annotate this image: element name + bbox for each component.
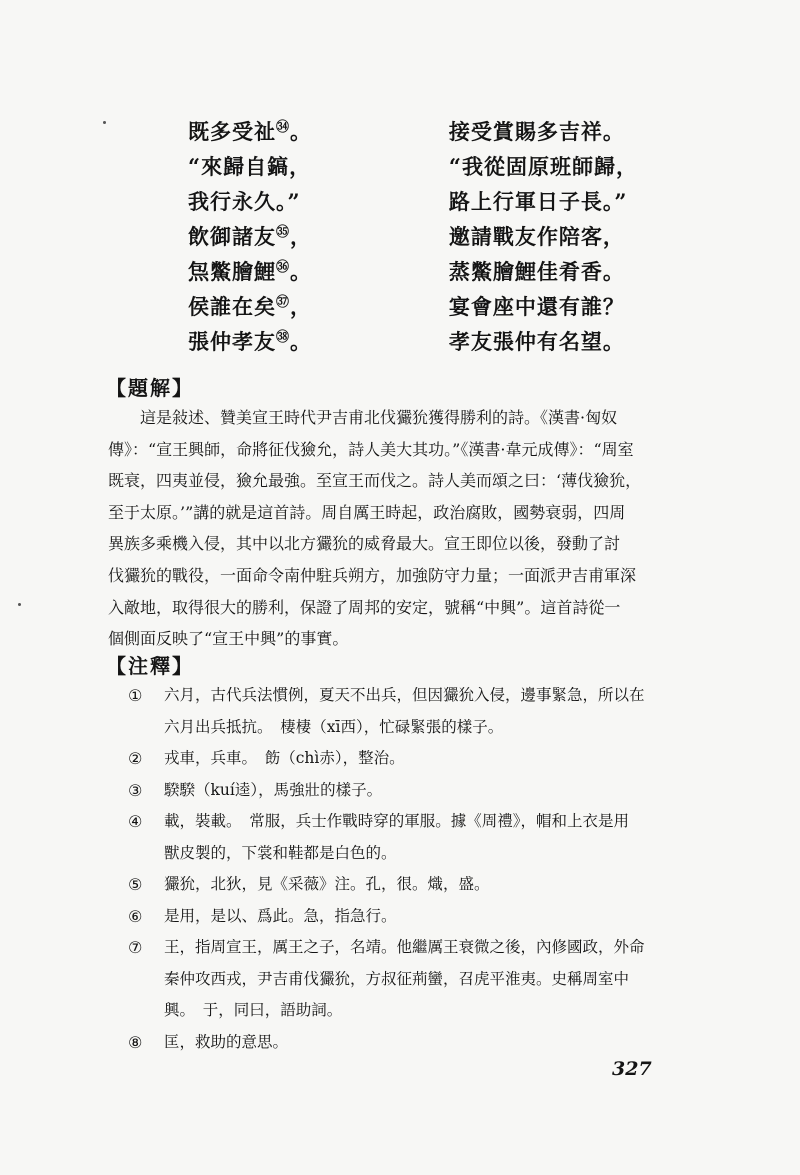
tijie-line: 傳》：“宣王興師，命將征伐獫允，詩人美大其功。”《漢書·韋元成傳》：“周室 [108,439,634,459]
note-number: ① [128,686,143,705]
note-text [164,743,683,775]
poem-original-text: 既多受祉 [188,118,276,144]
note-item [128,743,683,775]
poem-translation-line: 接受賞賜多吉祥。 [448,118,625,144]
tijie-line: 既衰，四夷並侵，獫允最強。至宣王而伐之。詩人美而頌之曰：‘薄伐獫狁， [108,471,642,491]
tijie-line: 異族多乘機入侵，其中以北方玁狁的威脅最大。宣王即位以後，發動了討 [108,534,621,554]
poem-punctuation: 。 [290,328,313,354]
print-speck [18,603,21,606]
poem-row [188,148,648,183]
note-reference: ㊲ [276,294,291,310]
poem-translation-line: 路上行軍日子長。” [448,188,628,214]
poem-translation-line: 蒸鱉膾鯉佳肴香。 [448,258,625,284]
poem-row [188,323,648,358]
note-line: 載，裝載。 常服，兵士作戰時穿的軍服。據《周禮》，帽和上衣是用 [164,812,630,830]
poem-translation-line: 孝友張仲有名望。 [448,328,625,354]
tijie-line: 入敵地，取得很大的勝利，保證了周邦的安定，號稱“中興”。這首詩從一 [108,597,621,617]
poem-row [188,253,648,288]
poem-original-text: 我行永久。” [188,188,301,214]
note-text [164,775,683,807]
poem-original-text: “來歸自鎬， [188,153,312,179]
poem-translation-line: “我從固原班師歸， [448,153,638,179]
note-line: 六月，古代兵法慣例，夏天不出兵，但因玁狁入侵，邊事緊急，所以在 [164,686,645,704]
poem-row [188,218,648,253]
note-item [128,869,683,901]
note-text [164,932,683,1027]
poem-punctuation: 。 [290,118,313,144]
poem-original-text: 張仲孝友 [188,328,276,354]
note-number: ③ [128,780,143,800]
poem-original-line [188,221,449,251]
poem-row [188,183,648,218]
note-number: ⑥ [128,906,143,926]
poem-original-line [188,291,449,321]
note-text [164,869,683,901]
poem-translation-line: 邀請戰友作陪客， [448,223,625,249]
poem-original-line [188,116,449,146]
poem-original-text: 侯誰在矣 [188,293,276,319]
note-line: 戎車，兵車。 飭（chì赤），整治。 [164,749,405,767]
note-reference: ㉟ [276,224,291,240]
note-reference: ㊱ [276,259,291,275]
tijie-line: 這是敍述、贊美宣王時代尹吉甫北伐玁狁獲得勝利的詩。《漢書·匈奴 [108,408,618,427]
note-number: ⑦ [128,938,143,957]
tijie-line: 個側面反映了“宣王中興”的事實。 [108,629,349,649]
note-reference: ㊳ [276,329,291,345]
note-line: 六月出兵抵抗。 棲棲（xī西），忙碌緊張的樣子。 [164,717,504,736]
poem-original-text: 炰鱉膾鯉 [188,258,276,284]
poem-original-line [188,151,449,181]
note-number: ⑧ [128,1032,143,1052]
note-number: ② [128,749,143,768]
note-text [164,806,683,869]
poem-original-line [188,326,449,356]
note-item [128,680,683,743]
notes-list [128,680,683,1058]
note-item [128,806,683,869]
note-item [128,1027,683,1059]
note-item [128,775,683,807]
poem-original-line [188,256,449,286]
poem-translation-line: 宴會座中還有誰？ [448,293,625,319]
note-item [128,932,683,1027]
tijie-paragraph [108,402,680,655]
poem-row [188,288,648,323]
poem-punctuation: ， [290,223,313,249]
note-line: 秦仲攻西戎，尹吉甫伐玁狁，方叔征荊蠻，召虎平淮夷。史稱周室中 [164,969,630,988]
note-reference: ㉞ [276,119,291,135]
tijie-line: 至于太原。’”講的就是這首詩。周自厲王時起，政治腐敗，國勢衰弱，四周 [108,502,626,522]
note-text [164,901,683,933]
page-number: 327 [612,1058,652,1080]
print-speck [103,121,106,124]
poem-original-text: 飲御諸友 [188,223,276,249]
heading-zhushi: 【注釋】 [106,654,194,678]
note-text [164,680,683,743]
poem [188,113,648,358]
note-line: 王，指周宣王，厲王之子，名靖。他繼厲王衰微之後，內修國政，外命 [164,938,645,956]
note-line: 騤騤（kuí逵），馬強壯的樣子。 [164,780,383,799]
note-item [128,901,683,933]
note-line: 是用，是以、爲此。急，指急行。 [164,906,397,925]
note-number: ⑤ [128,875,143,894]
tijie-line: 伐玁狁的戰役，一面命令南仲駐兵朔方，加強防守力量；一面派尹吉甫軍深 [108,565,637,585]
poem-punctuation: 。 [290,258,313,284]
note-line: 玁狁，北狄，見《采薇》注。孔，很。熾，盛。 [164,875,490,893]
note-number: ④ [128,812,143,831]
heading-tijie: 【題解】 [106,376,194,400]
note-line: 興。 于，同曰，語助詞。 [164,1001,343,1019]
note-line: 獸皮製的，下裳和鞋都是白色的。 [164,843,397,862]
poem-original-line [188,186,449,216]
note-text [164,1027,683,1059]
poem-punctuation: ， [290,293,313,319]
poem-row [188,113,648,148]
note-line: 匡，救助的意思。 [164,1032,289,1051]
